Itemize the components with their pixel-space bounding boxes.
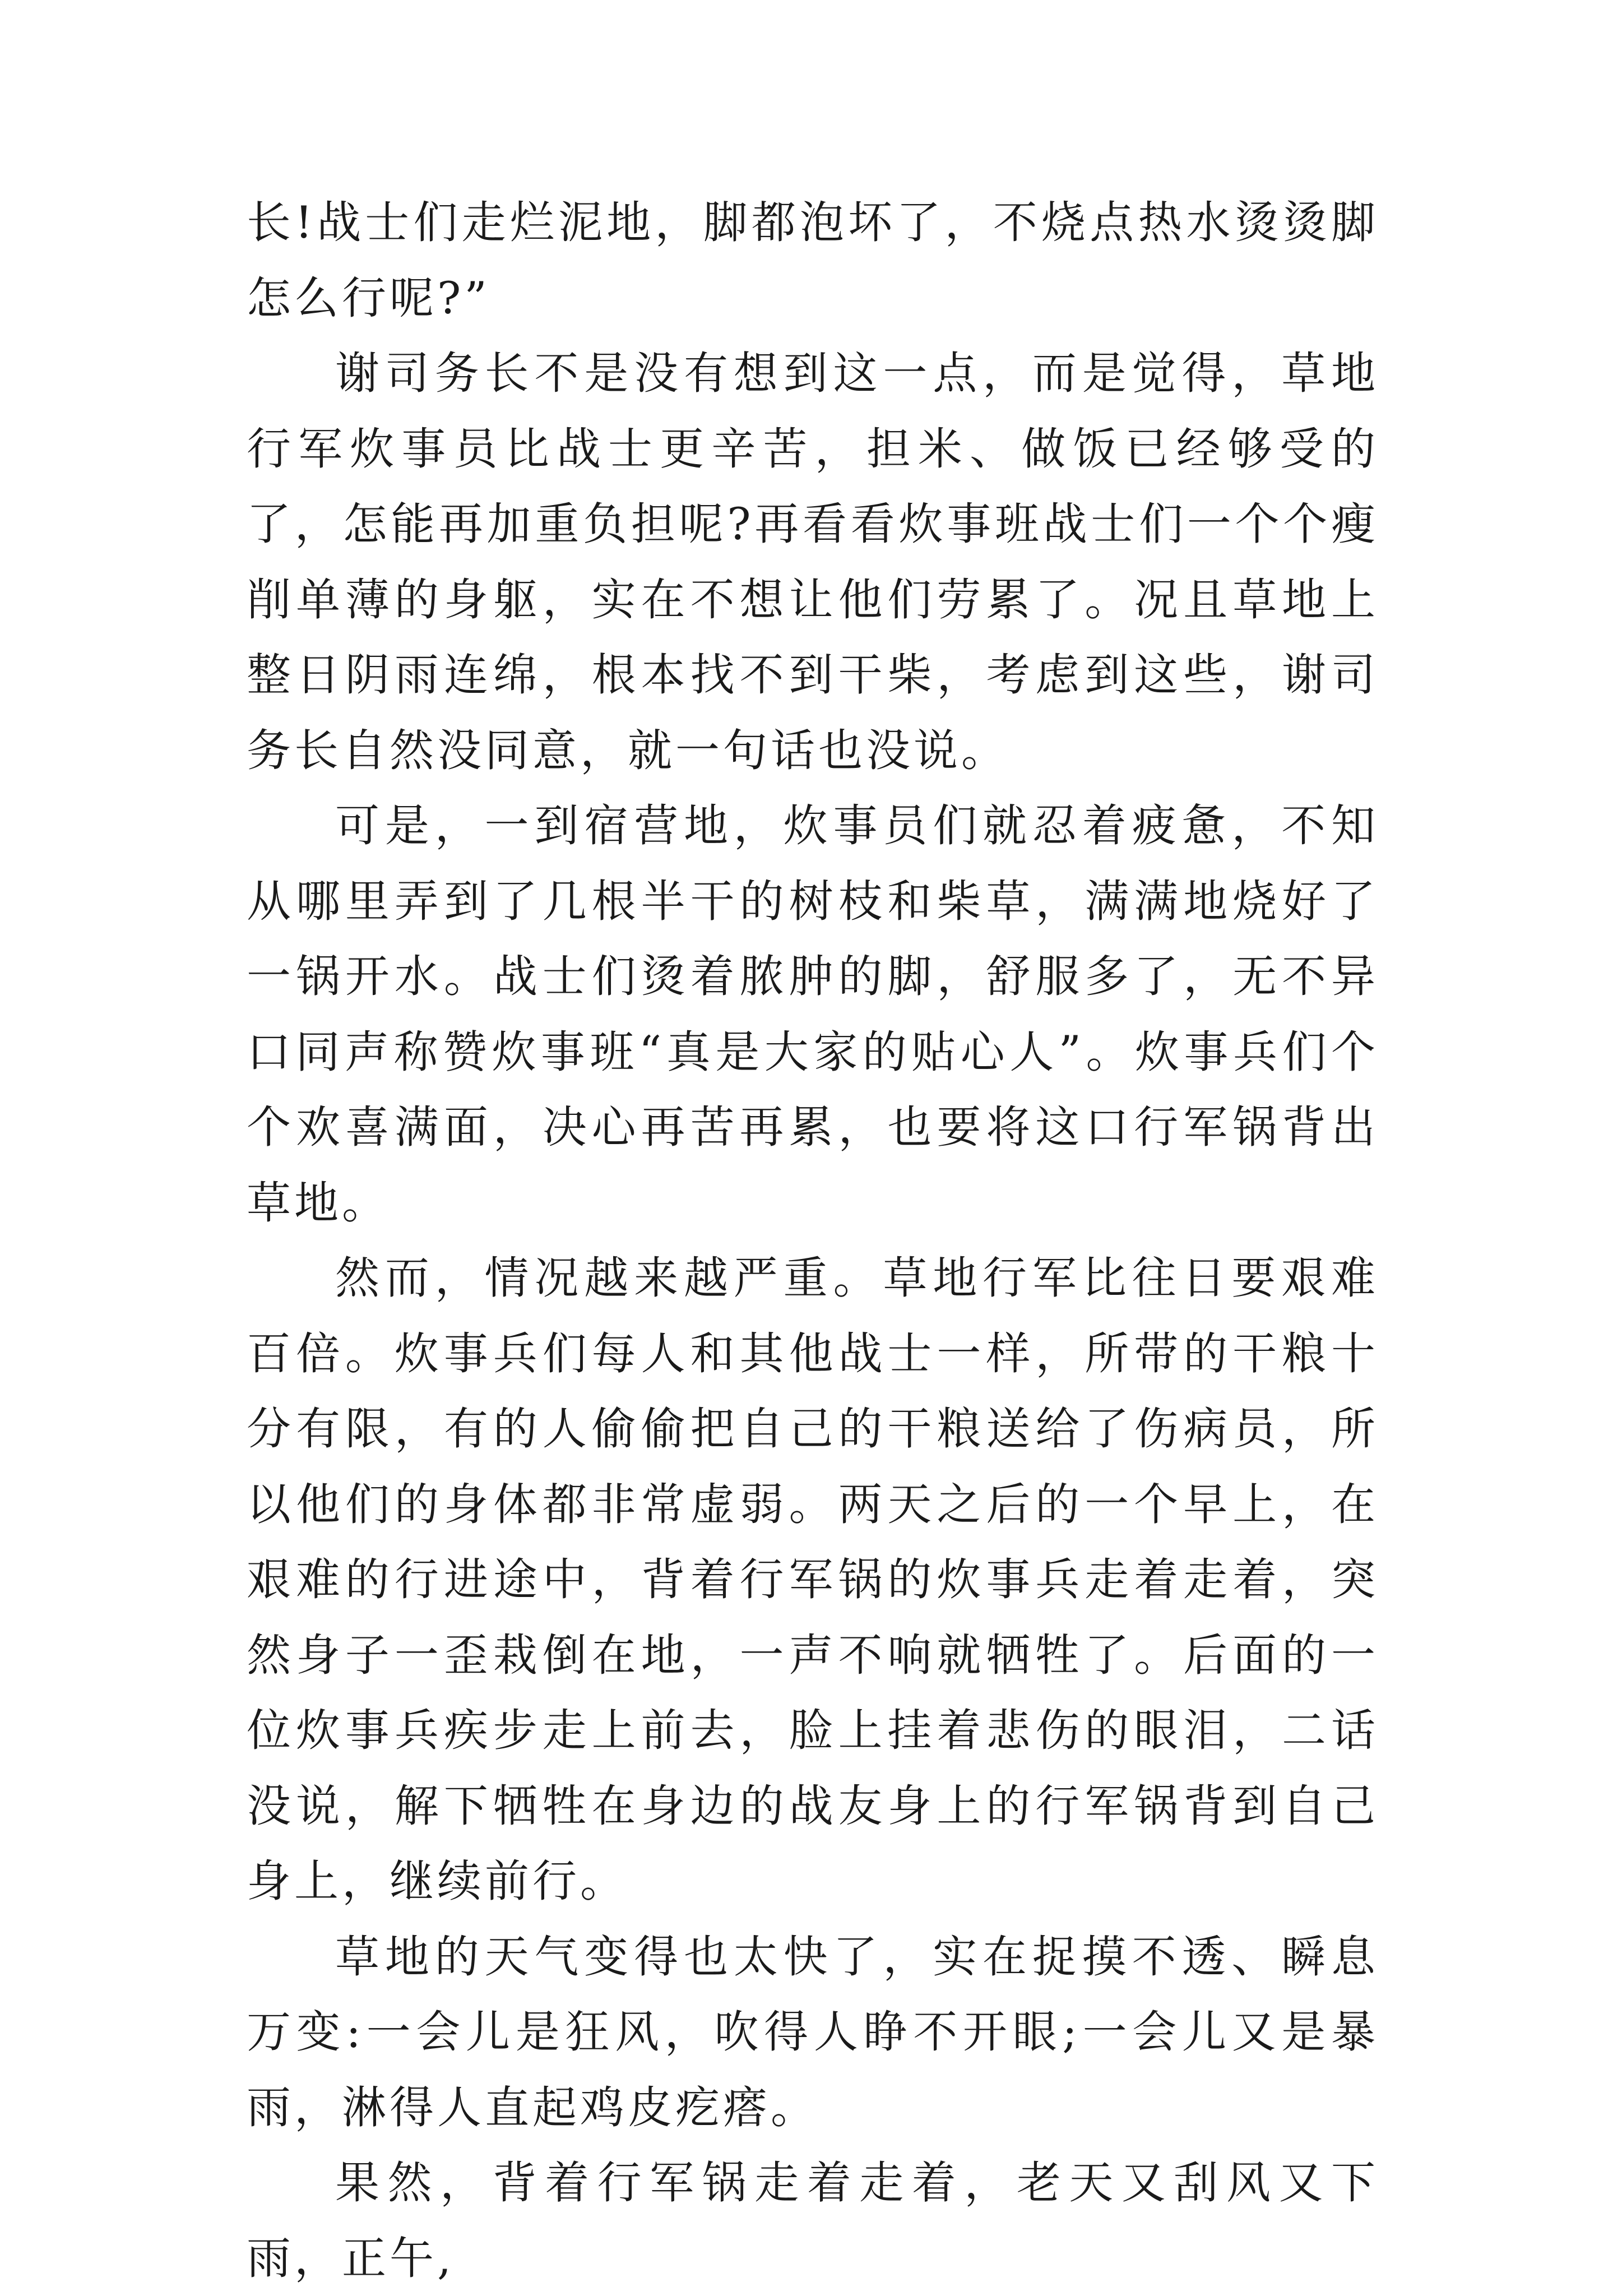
body-text [247,185,1379,2296]
paragraph-3: 可是，一到宿营地，炊事员们就忍着疲惫，不知从哪里弄到了几根半干的树枝和柴草，满满地烧好了一锅开水。战士们烫着脓肿的脚，舒服多了，无不异口同声称赞炊事班“真是大家的贴心人”。炊事兵们个个欢喜满面，决心再苦再累，也要将这口行军锅背出草地。 [247,800,1379,1229]
paragraph-2: 谢司务长不是没有想到这一点，而是觉得，草地行军炊事员比战士更辛苦，担米、做饭已经够受的了，怎能再加重负担呢?再看看炊事班战士们一个个瘦削单薄的身躯，实在不想让他们劳累了。况且草地上整日阴雨连绵，根本找不到干柴，考虑到这些，谢司务长自然没同意，就一句话也没说。 [247,348,1379,776]
paragraph-4: 然而，情况越来越严重。草地行军比往日要艰难百倍。炊事兵们每人和其他战士一样，所带的干粮十分有限，有的人偷偷把自己的干粮送给了伤病员，所以他们的身体都非常虚弱。两天之后的一个早上，在艰难的行进途中，背着行军锅的炊事兵走着走着，突然身子一歪栽倒在地，一声不响就牺牲了。后面的一位炊事兵疾步走上前去，脸上挂着悲伤的眼泪，二话没说，解下牺牲在身边的战友身上的行军锅背到自己身上，继续前行。 [247,1252,1379,1907]
paragraph-6: 果然，背着行军锅走着走着，老天又刮风又下雨，正午, [247,2157,1379,2284]
paragraph-1: 长!战士们走烂泥地，脚都泡坏了，不烧点热水烫烫脚怎么行呢?” [247,197,1379,324]
paragraph-5: 草地的天气变得也太快了，实在捉摸不透、瞬息万变:一会儿是狂风，吹得人睁不开眼;一会儿又是暴雨，淋得人直起鸡皮疙瘩。 [247,1931,1379,2133]
